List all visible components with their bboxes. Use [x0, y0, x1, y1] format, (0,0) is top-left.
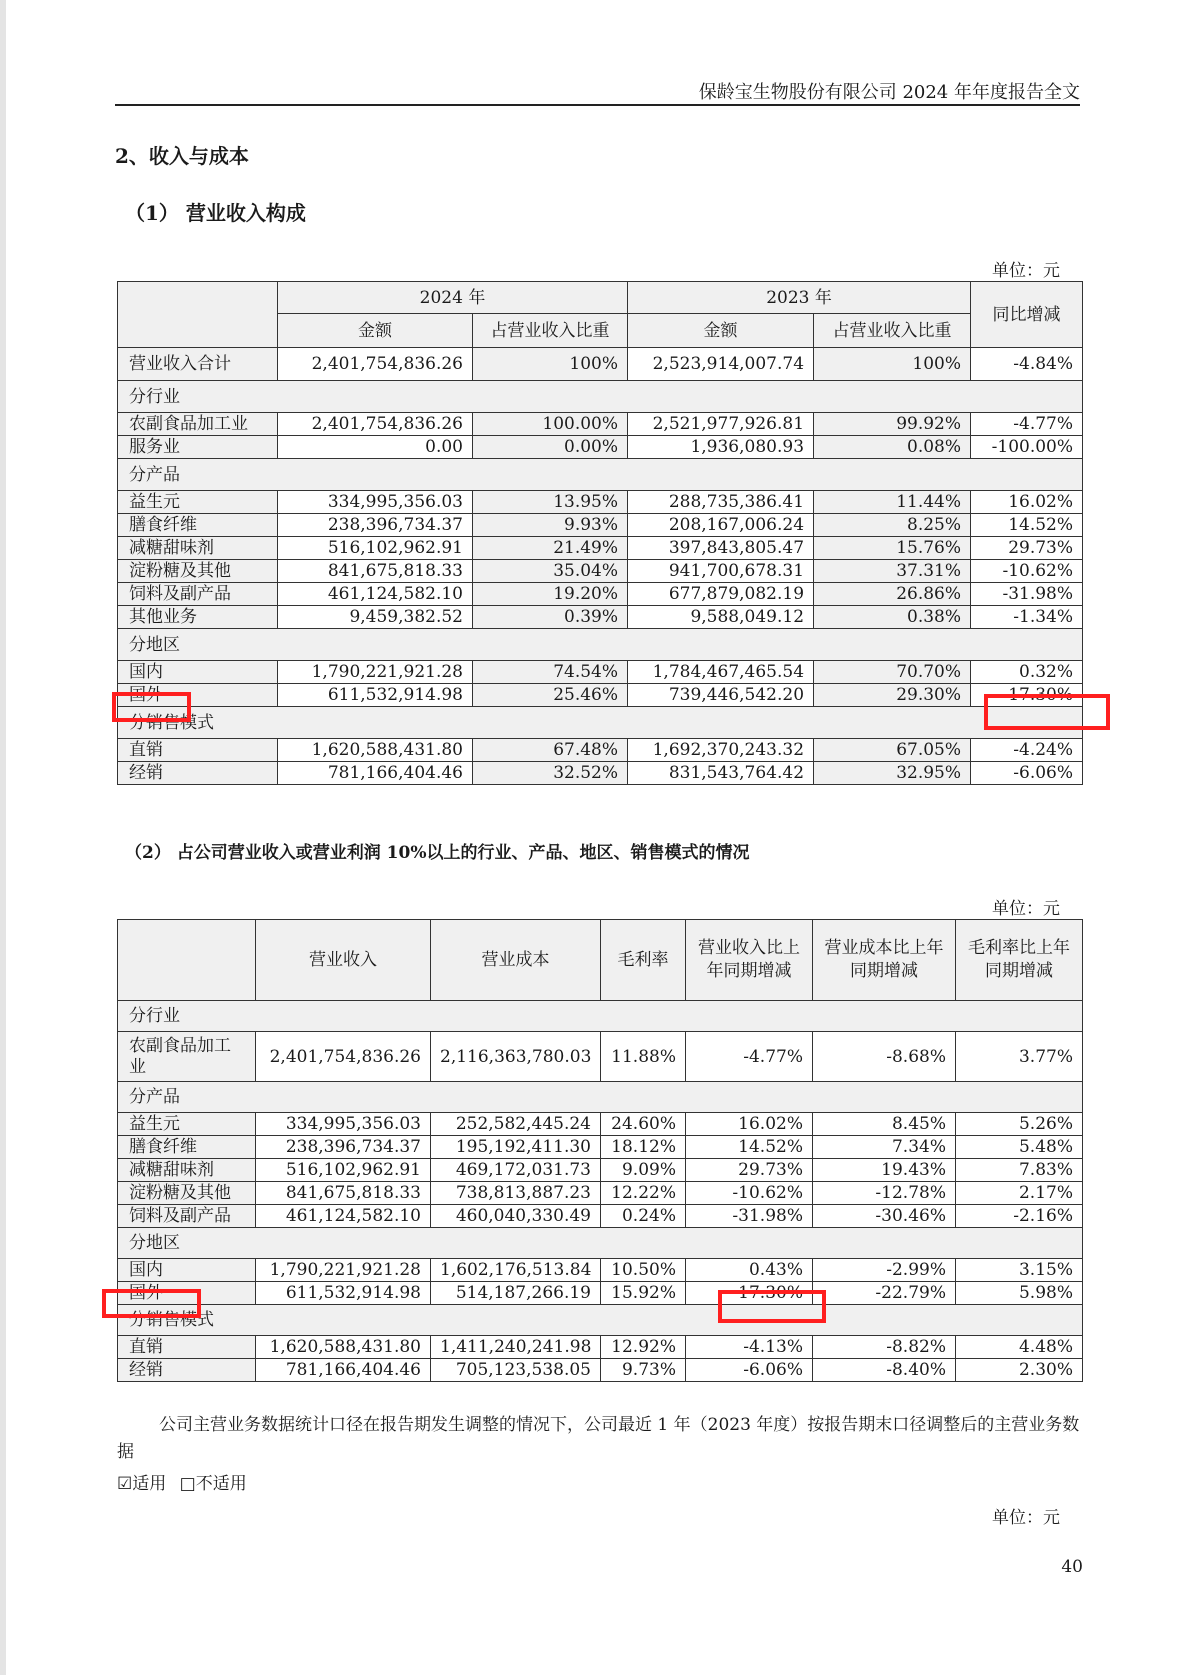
- cost-cell: 460,040,330.49: [431, 1205, 601, 1228]
- cost-cell: 469,172,031.73: [431, 1159, 601, 1182]
- ratio-2023-cell: 99.92%: [814, 413, 971, 436]
- group-title: 分销售模式: [118, 1305, 1083, 1336]
- amount-2023-cell: 1,784,467,465.54: [628, 661, 814, 684]
- highlight-box-overseas-label-1: [112, 692, 191, 722]
- amount-2023-cell: 288,735,386.41: [628, 491, 814, 514]
- major-segments-table: [117, 919, 1083, 1382]
- cost-change-cell: -12.78%: [813, 1182, 956, 1205]
- gross-margin-cell: 24.60%: [601, 1113, 686, 1136]
- revenue-cell: 238,396,734.37: [256, 1136, 431, 1159]
- cost-change-cell: -2.99%: [813, 1259, 956, 1282]
- margin-change-cell: 5.26%: [956, 1113, 1083, 1136]
- row-label: 其他业务: [118, 606, 278, 629]
- yoy-cell: 16.02%: [971, 491, 1083, 514]
- yoy-cell: -4.77%: [971, 413, 1083, 436]
- revenue-change-header: 营业收入比上年同期增减: [686, 920, 813, 1001]
- unit-label-1: 单位：元: [992, 261, 1060, 281]
- yoy-cell: -1.34%: [971, 606, 1083, 629]
- amount-2023-header: 金额: [628, 314, 814, 348]
- table-row: [118, 762, 1083, 785]
- revenue-cell: 2,401,754,836.26: [256, 1032, 431, 1082]
- table-row: [118, 1282, 1083, 1305]
- total-amount-2024: 2,401,754,836.26: [278, 348, 473, 381]
- row-label: 直销: [118, 739, 278, 762]
- revenue-cell: 334,995,356.03: [256, 1113, 431, 1136]
- report-header: [115, 78, 1080, 106]
- table-row: [118, 413, 1083, 436]
- cost-change-cell: -8.68%: [813, 1032, 956, 1082]
- ratio-2024-cell: 0.39%: [473, 606, 628, 629]
- revenue-cell: 611,532,914.98: [256, 1282, 431, 1305]
- gross-margin-cell: 12.92%: [601, 1336, 686, 1359]
- row-label: 淀粉糖及其他: [118, 1182, 256, 1205]
- revenue-composition-table: [117, 281, 1083, 785]
- revenue-change-cell: 14.52%: [686, 1136, 813, 1159]
- ratio-2023-cell: 8.25%: [814, 514, 971, 537]
- row-label: 益生元: [118, 491, 278, 514]
- group-row: [118, 707, 1083, 739]
- amount-2023-cell: 941,700,678.31: [628, 560, 814, 583]
- group-title: 分地区: [118, 1228, 1083, 1259]
- amount-2023-cell: 677,879,082.19: [628, 583, 814, 606]
- row-label: 膳食纤维: [118, 1136, 256, 1159]
- ratio-2023-cell: 15.76%: [814, 537, 971, 560]
- table-row: [118, 560, 1083, 583]
- amount-2023-cell: 1,692,370,243.32: [628, 739, 814, 762]
- report-header-title: 保龄宝生物股份有限公司 2024 年年度报告全文: [698, 82, 1080, 103]
- applicability-options: [117, 1469, 247, 1494]
- revenue-change-cell: -4.77%: [686, 1032, 813, 1082]
- ratio-2023-cell: 29.30%: [814, 684, 971, 707]
- row-label: 国外: [118, 684, 278, 707]
- ratio-2024-cell: 9.93%: [473, 514, 628, 537]
- group-row: [118, 1305, 1083, 1336]
- group-title: 分地区: [118, 629, 1083, 661]
- margin-change-cell: 4.48%: [956, 1336, 1083, 1359]
- cost-change-cell: 19.43%: [813, 1159, 956, 1182]
- cost-cell: 738,813,887.23: [431, 1182, 601, 1205]
- highlight-box-overseas-yoy-1: [984, 694, 1110, 730]
- cost-cell: 1,411,240,241.98: [431, 1336, 601, 1359]
- highlight-box-overseas-rev-change-2: [718, 1290, 826, 1323]
- gross-margin-cell: 11.88%: [601, 1032, 686, 1082]
- amount-2024-cell: 2,401,754,836.26: [278, 413, 473, 436]
- total-yoy: -4.84%: [971, 348, 1083, 381]
- table-row: [118, 1259, 1083, 1282]
- group-row: [118, 1001, 1083, 1032]
- row-label: 减糖甜味剂: [118, 1159, 256, 1182]
- total-amount-2023: 2,523,914,007.74: [628, 348, 814, 381]
- checked-box-icon[interactable]: ☑: [117, 1474, 133, 1494]
- margin-change-cell: 2.17%: [956, 1182, 1083, 1205]
- gross-margin-cell: 18.12%: [601, 1136, 686, 1159]
- margin-change-cell: 3.15%: [956, 1259, 1083, 1282]
- ratio-2024-cell: 67.48%: [473, 739, 628, 762]
- table-row: [118, 606, 1083, 629]
- revenue-cell: 1,620,588,431.80: [256, 1336, 431, 1359]
- margin-change-cell: 2.30%: [956, 1359, 1083, 1382]
- yoy-cell: 0.32%: [971, 661, 1083, 684]
- cost-cell: 195,192,411.30: [431, 1136, 601, 1159]
- row-label: 经销: [118, 762, 278, 785]
- margin-change-cell: 5.98%: [956, 1282, 1083, 1305]
- yoy-cell: -100.00%: [971, 436, 1083, 459]
- row-label: 淀粉糖及其他: [118, 560, 278, 583]
- row-label: 农副食品加工业: [118, 1032, 256, 1082]
- ratio-2024-cell: 74.54%: [473, 661, 628, 684]
- not-applicable-label: 不适用: [195, 1474, 247, 1494]
- cost-change-cell: 8.45%: [813, 1113, 956, 1136]
- unchecked-box-icon[interactable]: □: [179, 1474, 196, 1494]
- cost-change-header: 营业成本比上年同期增减: [813, 920, 956, 1001]
- corner-cell: [118, 920, 256, 1001]
- year-2023-header: 2023 年: [628, 282, 971, 314]
- cost-cell: 514,187,266.19: [431, 1282, 601, 1305]
- group-title: 分销售模式: [118, 707, 1083, 739]
- unit-label-3: 单位：元: [992, 1508, 1060, 1528]
- ratio-2023-cell: 67.05%: [814, 739, 971, 762]
- ratio-2023-cell: 26.86%: [814, 583, 971, 606]
- amount-2023-cell: 2,521,977,926.81: [628, 413, 814, 436]
- group-row: [118, 459, 1083, 491]
- ratio-2023-cell: 0.08%: [814, 436, 971, 459]
- table-row: [118, 491, 1083, 514]
- row-label: 减糖甜味剂: [118, 537, 278, 560]
- table-row: [118, 1159, 1083, 1182]
- cost-cell: 2,116,363,780.03: [431, 1032, 601, 1082]
- yoy-cell: -17.30%: [971, 684, 1083, 707]
- subsection-title-2: （2） 占公司营业收入或营业利润 10%以上的行业、产品、地区、销售模式的情况: [125, 843, 750, 863]
- row-label: 国内: [118, 1259, 256, 1282]
- group-row: [118, 381, 1083, 413]
- group-row: [118, 1228, 1083, 1259]
- yoy-cell: -10.62%: [971, 560, 1083, 583]
- ratio-2024-cell: 0.00%: [473, 436, 628, 459]
- amount-2024-cell: 781,166,404.46: [278, 762, 473, 785]
- row-label: 服务业: [118, 436, 278, 459]
- cost-cell: 252,582,445.24: [431, 1113, 601, 1136]
- gross-margin-cell: 12.22%: [601, 1182, 686, 1205]
- revenue-change-cell: -4.13%: [686, 1336, 813, 1359]
- revenue-cell: 841,675,818.33: [256, 1182, 431, 1205]
- row-label: 国外: [118, 1282, 256, 1305]
- group-row: [118, 1082, 1083, 1113]
- yoy-cell: 14.52%: [971, 514, 1083, 537]
- cost-cell: 705,123,538.05: [431, 1359, 601, 1382]
- unit-label-2: 单位：元: [992, 899, 1060, 919]
- revenue-change-cell: -6.06%: [686, 1359, 813, 1382]
- revenue-cell: 781,166,404.46: [256, 1359, 431, 1382]
- table-row: [118, 684, 1083, 707]
- amount-2023-cell: 9,588,049.12: [628, 606, 814, 629]
- row-label: 经销: [118, 1359, 256, 1382]
- total-row: [118, 348, 1083, 381]
- gross-margin-cell: 9.09%: [601, 1159, 686, 1182]
- total-label: 营业收入合计: [118, 348, 278, 381]
- ratio-2024-cell: 13.95%: [473, 491, 628, 514]
- amount-2023-cell: 397,843,805.47: [628, 537, 814, 560]
- revenue-header: 营业收入: [256, 920, 431, 1001]
- revenue-change-cell: -31.98%: [686, 1205, 813, 1228]
- cost-change-cell: 7.34%: [813, 1136, 956, 1159]
- total-ratio-2023: 100%: [814, 348, 971, 381]
- table-row: [118, 1205, 1083, 1228]
- group-title: 分行业: [118, 1001, 1083, 1032]
- group-title: 分产品: [118, 459, 1083, 491]
- ratio-2024-cell: 35.04%: [473, 560, 628, 583]
- cost-header: 营业成本: [431, 920, 601, 1001]
- margin-change-header: 毛利率比上年同期增减: [956, 920, 1083, 1001]
- yoy-header: 同比增减: [971, 282, 1083, 348]
- year-2024-header: 2024 年: [278, 282, 628, 314]
- gross-margin-cell: 9.73%: [601, 1359, 686, 1382]
- table-row: [118, 1113, 1083, 1136]
- revenue-change-cell: -17.30%: [686, 1282, 813, 1305]
- table-row: [118, 583, 1083, 606]
- table-row: [118, 1336, 1083, 1359]
- group-row: [118, 629, 1083, 661]
- revenue-cell: 1,790,221,921.28: [256, 1259, 431, 1282]
- yoy-cell: -4.24%: [971, 739, 1083, 762]
- amount-2024-cell: 238,396,734.37: [278, 514, 473, 537]
- row-label: 益生元: [118, 1113, 256, 1136]
- table-row: [118, 436, 1083, 459]
- amount-2023-cell: 831,543,764.42: [628, 762, 814, 785]
- margin-change-cell: 3.77%: [956, 1032, 1083, 1082]
- gross-margin-header: 毛利率: [601, 920, 686, 1001]
- amount-2023-cell: 739,446,542.20: [628, 684, 814, 707]
- page-left-edge: [0, 0, 6, 1675]
- row-label: 农副食品加工业: [118, 413, 278, 436]
- table-row: [118, 537, 1083, 560]
- ratio-2024-cell: 19.20%: [473, 583, 628, 606]
- table-row: [118, 1136, 1083, 1159]
- amount-2024-header: 金额: [278, 314, 473, 348]
- note-paragraph: 公司主营业务数据统计口径在报告期发生调整的情况下，公司最近 1 年（2023 年度）按报告期末口径调整后的主营业务数据: [117, 1415, 1080, 1462]
- page-number: 40: [1061, 1557, 1083, 1577]
- yoy-cell: -6.06%: [971, 762, 1083, 785]
- yoy-cell: 29.73%: [971, 537, 1083, 560]
- subsection-title-1: （1） 营业收入构成: [125, 201, 306, 225]
- amount-2024-cell: 1,620,588,431.80: [278, 739, 473, 762]
- ratio-2023-cell: 37.31%: [814, 560, 971, 583]
- section-title: 2、收入与成本: [115, 144, 249, 168]
- amount-2023-cell: 208,167,006.24: [628, 514, 814, 537]
- cost-change-cell: -30.46%: [813, 1205, 956, 1228]
- highlight-box-overseas-label-2: [102, 1289, 201, 1318]
- table-row: [118, 1182, 1083, 1205]
- margin-change-cell: -2.16%: [956, 1205, 1083, 1228]
- group-title: 分产品: [118, 1082, 1083, 1113]
- ratio-2023-header: 占营业收入比重: [814, 314, 971, 348]
- group-title: 分行业: [118, 381, 1083, 413]
- ratio-2024-cell: 25.46%: [473, 684, 628, 707]
- gross-margin-cell: 0.24%: [601, 1205, 686, 1228]
- yoy-cell: -31.98%: [971, 583, 1083, 606]
- cost-change-cell: -22.79%: [813, 1282, 956, 1305]
- amount-2024-cell: 611,532,914.98: [278, 684, 473, 707]
- revenue-cell: 461,124,582.10: [256, 1205, 431, 1228]
- gross-margin-cell: 10.50%: [601, 1259, 686, 1282]
- corner-cell: [118, 282, 278, 348]
- row-label: 饲料及副产品: [118, 1205, 256, 1228]
- ratio-2024-header: 占营业收入比重: [473, 314, 628, 348]
- table-row: [118, 661, 1083, 684]
- total-ratio-2024: 100%: [473, 348, 628, 381]
- margin-change-cell: 7.83%: [956, 1159, 1083, 1182]
- applicable-label: 适用: [132, 1474, 167, 1494]
- table-row: [118, 739, 1083, 762]
- margin-change-cell: 5.48%: [956, 1136, 1083, 1159]
- revenue-cell: 516,102,962.91: [256, 1159, 431, 1182]
- amount-2023-cell: 1,936,080.93: [628, 436, 814, 459]
- ratio-2024-cell: 100.00%: [473, 413, 628, 436]
- ratio-2023-cell: 11.44%: [814, 491, 971, 514]
- table-row: [118, 514, 1083, 537]
- amount-2024-cell: 841,675,818.33: [278, 560, 473, 583]
- row-label: 膳食纤维: [118, 514, 278, 537]
- table-row: [118, 1359, 1083, 1382]
- revenue-change-cell: 16.02%: [686, 1113, 813, 1136]
- ratio-2023-cell: 0.38%: [814, 606, 971, 629]
- gross-margin-cell: 15.92%: [601, 1282, 686, 1305]
- revenue-change-cell: 0.43%: [686, 1259, 813, 1282]
- table-row: [118, 1032, 1083, 1082]
- amount-2024-cell: 334,995,356.03: [278, 491, 473, 514]
- cost-change-cell: -8.82%: [813, 1336, 956, 1359]
- ratio-2024-cell: 21.49%: [473, 537, 628, 560]
- amount-2024-cell: 1,790,221,921.28: [278, 661, 473, 684]
- amount-2024-cell: 0.00: [278, 436, 473, 459]
- row-label: 饲料及副产品: [118, 583, 278, 606]
- row-label: 直销: [118, 1336, 256, 1359]
- amount-2024-cell: 461,124,582.10: [278, 583, 473, 606]
- cost-change-cell: -8.40%: [813, 1359, 956, 1382]
- ratio-2024-cell: 32.52%: [473, 762, 628, 785]
- row-label: 国内: [118, 661, 278, 684]
- revenue-change-cell: 29.73%: [686, 1159, 813, 1182]
- cost-cell: 1,602,176,513.84: [431, 1259, 601, 1282]
- amount-2024-cell: 9,459,382.52: [278, 606, 473, 629]
- ratio-2023-cell: 70.70%: [814, 661, 971, 684]
- revenue-change-cell: -10.62%: [686, 1182, 813, 1205]
- amount-2024-cell: 516,102,962.91: [278, 537, 473, 560]
- ratio-2023-cell: 32.95%: [814, 762, 971, 785]
